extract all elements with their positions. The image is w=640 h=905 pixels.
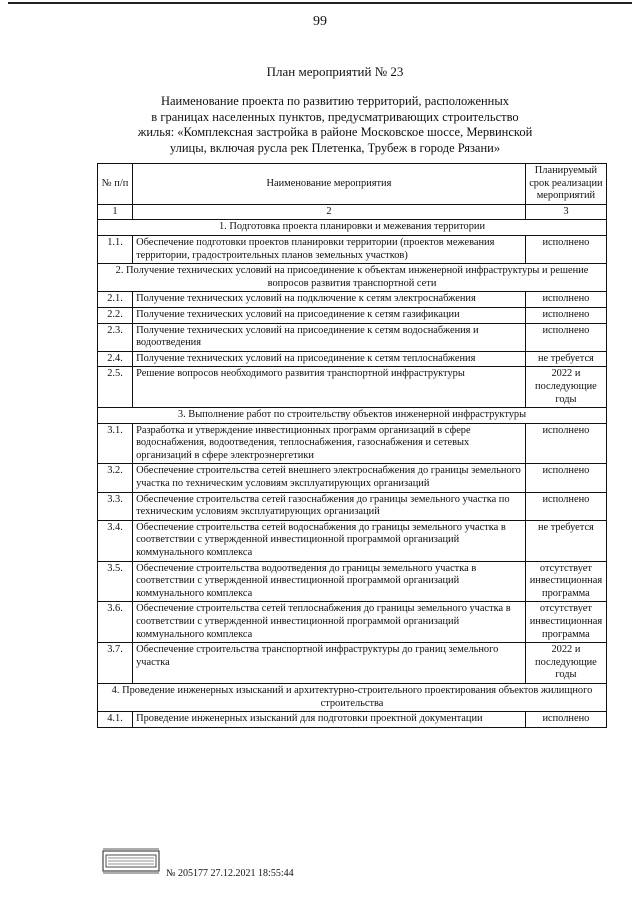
item-term: не требуется (525, 351, 606, 367)
page-number: 99 (313, 14, 327, 29)
item-number: 2.3. (98, 323, 133, 351)
header-name: Наименование мероприятия (133, 164, 526, 205)
item-number: 3.7. (98, 643, 133, 684)
header-term: Планируемый срок реализации мероприятий (525, 164, 606, 205)
item-term: не требуется (525, 520, 606, 561)
item-name: Обеспечение строительства сетей газоснабжения до границы земельного участка по техническим условиям эксплуатирующих организаций (133, 492, 526, 520)
item-term: исполнено (525, 323, 606, 351)
section-title: 3. Выполнение работ по строительству объектов инженерной инфраструктуры (98, 408, 607, 424)
item-number: 2.1. (98, 292, 133, 308)
table-row (98, 520, 607, 561)
item-term: исполнено (525, 292, 606, 308)
plan-title: План мероприятий № 23 (266, 64, 404, 79)
column-number-row (98, 204, 607, 220)
document-stamp-icon (102, 848, 160, 874)
col-number: 3 (525, 204, 606, 220)
measures-table (97, 163, 607, 728)
table-row (98, 602, 607, 643)
item-number: 3.3. (98, 492, 133, 520)
table-row (98, 492, 607, 520)
item-name: Обеспечение строительства сетей внешнего электроснабжения до границы земельного участка по техническим условиям эксплуатирующих организаций (133, 464, 526, 492)
item-number: 2.2. (98, 307, 133, 323)
col-number: 2 (133, 204, 526, 220)
col-number: 1 (98, 204, 133, 220)
item-name: Получение технических условий на подключение к сетям электроснабжения (133, 292, 526, 308)
table-row (98, 367, 607, 408)
subtitle-line: Наименование проекта по развитию территорий, расположенных (160, 94, 510, 108)
item-term: отсутствует инвестиционная программа (525, 602, 606, 643)
section-title: 2. Получение технических условий на присоединение к объектам инженерной инфраструктуры и решение вопросов развития транспортной сети (98, 264, 607, 292)
item-term: 2022 и последующие годы (525, 367, 606, 408)
table-row (98, 712, 607, 728)
item-name: Обеспечение строительства транспортной инфраструктуры до границ земельного участка (133, 643, 526, 684)
section-title: 1. Подготовка проекта планировки и межевания территории (98, 220, 607, 236)
table-row (98, 323, 607, 351)
table-row (98, 561, 607, 602)
header-num: № п/п (98, 164, 133, 205)
item-name: Получение технических условий на присоединение к сетям газификации (133, 307, 526, 323)
item-term: исполнено (525, 307, 606, 323)
subtitle-line: жилья: «Комплексная застройка в районе Московское шоссе, Мервинской (137, 125, 533, 139)
section-row (98, 683, 607, 711)
item-term: исполнено (525, 492, 606, 520)
table-header-row (98, 164, 607, 205)
item-number: 3.6. (98, 602, 133, 643)
item-name: Обеспечение строительства водоотведения до границы земельного участка в соответствии с утвержденной инвестиционной программой организаций коммунального комплекса (133, 561, 526, 602)
item-name: Обеспечение строительства сетей водоснабжения до границы земельного участка в соответствии с утвержденной инвестиционной программой организаций коммунального комплекса (133, 520, 526, 561)
item-name: Обеспечение подготовки проектов планировки территории (проектов межевания территории, градостроительных планов земельных участков) (133, 235, 526, 263)
table-row (98, 643, 607, 684)
item-term: отсутствует инвестиционная программа (525, 561, 606, 602)
item-term: исполнено (525, 712, 606, 728)
item-number: 3.4. (98, 520, 133, 561)
subtitle-line: улицы, включая русла рек Плетенка, Трубеж в городе Рязани» (169, 140, 501, 155)
table-row (98, 307, 607, 323)
item-number: 2.4. (98, 351, 133, 367)
item-name: Решение вопросов необходимого развития транспортной инфраструктуры (133, 367, 526, 408)
section-row (98, 408, 607, 424)
item-term: исполнено (525, 464, 606, 492)
subtitle-line: в границах населенных пунктов, предусматривающих строительство (151, 109, 519, 124)
section-title: 4. Проведение инженерных изысканий и архитектурно-строительного проектирования объектов жилищного строительства (98, 683, 607, 711)
project-subtitle (100, 94, 570, 156)
item-name: Обеспечение строительства сетей теплоснабжения до границы земельного участка в соответствии с утвержденной инвестиционной программой организаций коммунального комплекса (133, 602, 526, 643)
top-scan-border (8, 2, 632, 4)
table-row (98, 464, 607, 492)
table-body (98, 220, 607, 727)
table-row (98, 423, 607, 464)
table-row (98, 235, 607, 263)
item-term: исполнено (525, 423, 606, 464)
registration-number: № 205177 27.12.2021 18:55:44 (166, 868, 294, 879)
item-number: 4.1. (98, 712, 133, 728)
table-row (98, 351, 607, 367)
item-number: 2.5. (98, 367, 133, 408)
table-row (98, 292, 607, 308)
item-name: Получение технических условий на присоединение к сетям теплоснабжения (133, 351, 526, 367)
item-number: 1.1. (98, 235, 133, 263)
item-number: 3.2. (98, 464, 133, 492)
item-name: Разработка и утверждение инвестиционных программ организаций в сфере водоснабжения, водоотведения, теплоснабжения, газоснабжения и сетевых организаций в сфере электроэнергетики (133, 423, 526, 464)
section-row (98, 220, 607, 236)
item-term: 2022 и последующие годы (525, 643, 606, 684)
section-row (98, 264, 607, 292)
item-term: исполнено (525, 235, 606, 263)
item-number: 3.1. (98, 423, 133, 464)
item-name: Получение технических условий на присоединение к сетям водоснабжения и водоотведения (133, 323, 526, 351)
item-name: Проведение инженерных изысканий для подготовки проектной документации (133, 712, 526, 728)
item-number: 3.5. (98, 561, 133, 602)
